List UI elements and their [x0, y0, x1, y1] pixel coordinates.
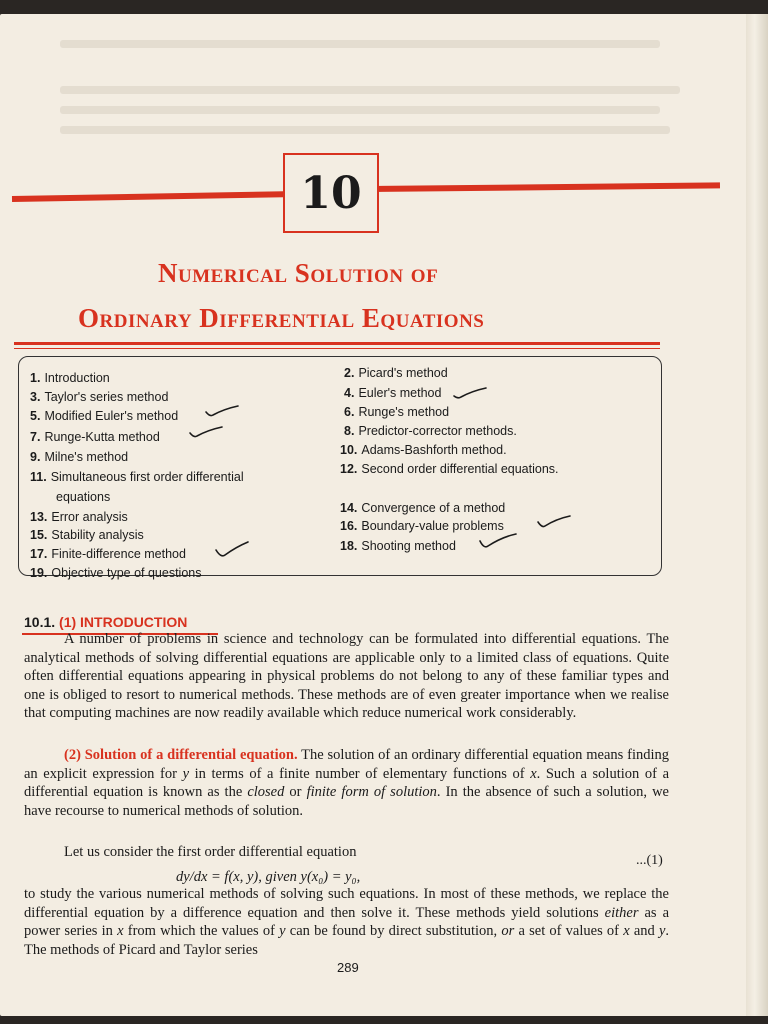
- bleed-through: [60, 126, 670, 134]
- toc-item: 6. Runge's method: [344, 405, 450, 419]
- section-heading: 10.1. (1) INTRODUCTION: [24, 614, 188, 630]
- handwritten-check-mark: [536, 514, 572, 532]
- title-underline: [14, 342, 660, 345]
- handwritten-check-mark: [478, 532, 518, 552]
- toc-item: 9. Milne's method: [30, 450, 129, 464]
- toc-item: 3. Taylor's series method: [30, 390, 169, 404]
- toc-item: 4. Euler's method: [344, 386, 442, 400]
- toc-item: 19. Objective type of questions: [30, 566, 202, 580]
- toc-item: 11. Simultaneous first order differential: [30, 470, 244, 484]
- page-edge: [746, 14, 768, 1016]
- chapter-title-line2: Ordinary Differential Equations: [78, 303, 485, 333]
- title-underline-thin: [14, 348, 660, 349]
- toc-item: 7. Runge-Kutta method: [30, 430, 160, 444]
- toc-item: 1. Introduction: [30, 371, 110, 385]
- toc-item: 2. Picard's method: [344, 366, 448, 380]
- toc-item: 17. Finite-difference method: [30, 547, 186, 561]
- toc-item: 16. Boundary-value problems: [340, 519, 504, 533]
- toc-item: 5. Modified Euler's method: [30, 409, 179, 423]
- bleed-through: [60, 86, 680, 94]
- equation-number: ...(1): [636, 853, 663, 868]
- handwritten-check-mark: [214, 540, 250, 562]
- toc-item: 8. Predictor-corrector methods.: [344, 424, 517, 438]
- handwritten-check-mark: [452, 386, 488, 402]
- paragraph-solution: (2) Solution of a differential equation. The solution of an ordinary differential equation means finding an explicit expression for y in terms of a finite number of elementary functions of x. Such a solution of a differential equation is known as the closed or finite form of solution. In the absence of such a solution, we have recourse to numerical methods of solution.: [24, 747, 669, 819]
- equation: dy/dx = f(x, y), given y(x₀) = y₀,: [176, 869, 361, 885]
- chapter-title-line1: Numerical Solution of: [158, 258, 439, 288]
- toc-item: 14. Convergence of a method: [340, 501, 506, 515]
- handwritten-check-mark: [188, 424, 224, 442]
- bleed-through: [60, 40, 660, 48]
- toc-item: equations: [56, 490, 111, 504]
- paragraph-introduction: A number of problems in science and technology can be formulated into differential equations. The analytical methods of solving differential equations are applicable only to a limited class of equations. Quite often differential equations appearing in physical problems do not belong to any of these familiar types and one is obliged to resort to numerical methods. These methods are of even greater importance when we realise that computing machines are now readily available which reduce numerical work considerably.: [24, 631, 669, 721]
- toc-item: 10. Adams-Bashforth method.: [340, 443, 507, 457]
- bleed-through: [60, 106, 660, 114]
- handwritten-check-mark: [204, 403, 240, 421]
- toc-item: 12. Second order differential equations.: [340, 462, 559, 476]
- paragraph-consider: Let us consider the first order differential equation: [64, 844, 357, 860]
- toc-item: 13. Error analysis: [30, 510, 128, 524]
- toc-item: 18. Shooting method: [340, 539, 456, 553]
- paragraph-methods: to study the various numerical methods of solving such equations. In most of these methods, we replace the differential equation by a difference equation and then solve it. These methods yield solutions either as a power series in x from which the values of y can be found by direct substitution, or a set of values of x and y. The methods of Picard and Taylor series: [24, 886, 670, 958]
- chapter-number-box: [283, 153, 379, 233]
- page-number: 289: [337, 960, 359, 975]
- chapter-number: 10: [300, 167, 362, 219]
- toc-item: 15. Stability analysis: [30, 528, 144, 542]
